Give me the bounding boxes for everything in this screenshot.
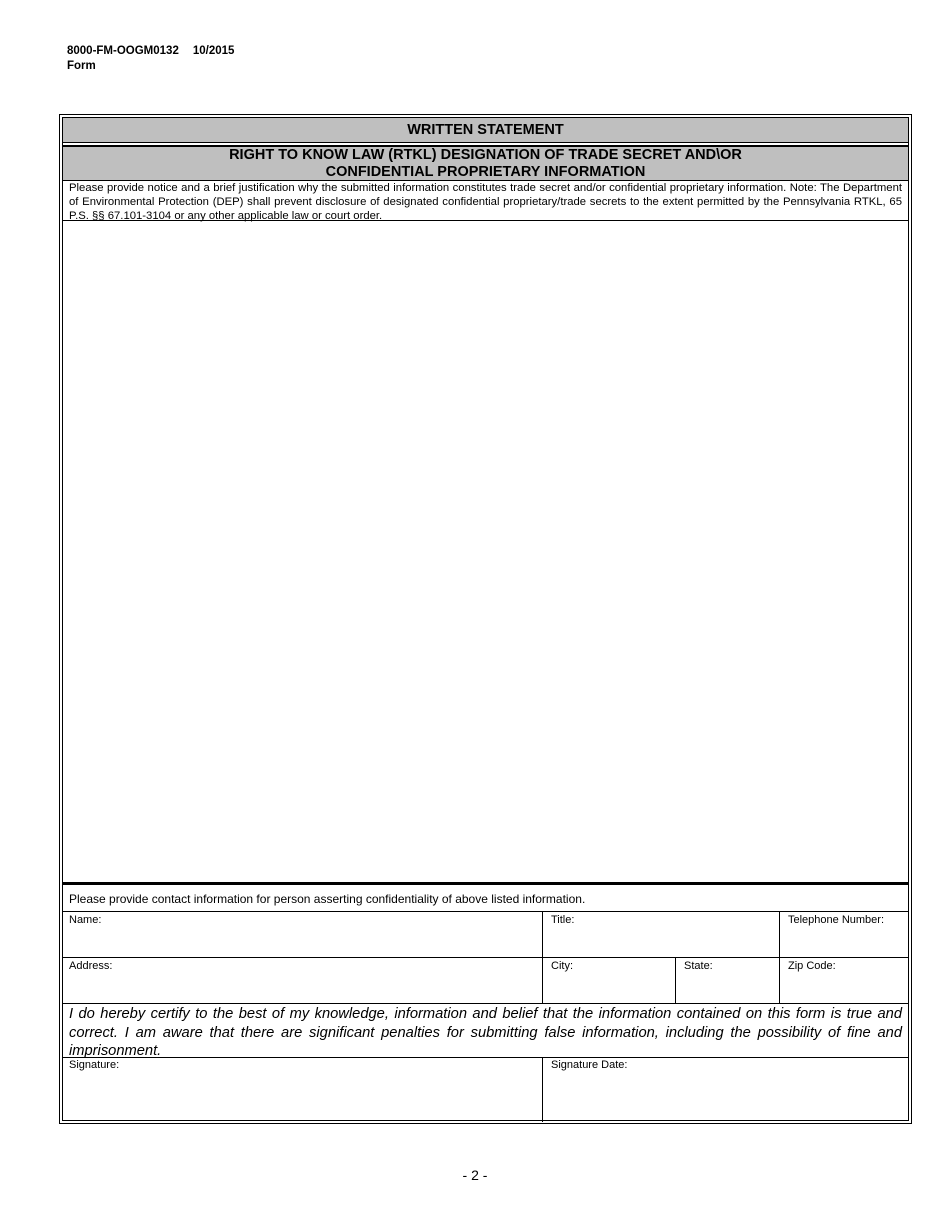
address-label: Address: [69,960,113,972]
city-field[interactable] [543,958,675,1003]
city-label: City: [551,960,573,972]
signature-date-field[interactable] [543,1058,910,1122]
telephone-label: Telephone Number: [788,914,885,926]
section-subtitle [63,145,908,181]
notice-text: Please provide notice and a brief justification why the submitted information constitutes trade secret and/or confidential proprietary information. Note: The Department of Environmental Protection (DEP) shall prevent disclosure of designated confidential proprietary/trade secrets to the extent permitted by the Pennsylvania RTKL, 65 P.S. §§ 67.101-3104 or any other applicable law or court order. [63,180,908,221]
state-label: State: [684,960,713,972]
form-type: Form [67,60,96,72]
title-label: Title: [551,914,575,926]
form-frame [59,114,912,1124]
written-statement-field[interactable] [63,222,908,882]
form-body [62,117,909,1121]
name-field[interactable] [63,912,542,957]
form-identifier [67,44,234,74]
form-code: 8000-FM-OOGM0132 [67,45,179,57]
page-number: - 2 - [462,1167,488,1183]
zip-code-field[interactable] [780,958,910,1003]
address-field[interactable] [63,958,542,1003]
contact-intro: Please provide contact information for person asserting confidentiality of above listed information. [69,892,586,906]
telephone-field[interactable] [780,912,910,957]
title-field[interactable] [543,912,779,957]
section-title: WRITTEN STATEMENT [63,118,908,143]
signature-label: Signature: [69,1059,120,1071]
subtitle-line-1: RIGHT TO KNOW LAW (RTKL) DESIGNATION OF TRADE SECRET AND\OR [229,147,742,163]
grid-line [63,1003,908,1004]
form-date: 10/2015 [192,45,235,57]
zip-code-label: Zip Code: [788,960,836,972]
subtitle-line-2: CONFIDENTIAL PROPRIETARY INFORMATION [325,164,646,180]
signature-date-label: Signature Date: [551,1059,628,1071]
state-field[interactable] [676,958,779,1003]
certification-statement: I do hereby certify to the best of my knowledge, information and belief that the information contained on this form is true and correct. I am aware that there are significant penalties for submitting false information, including the possibility of fine and imprisonment. [69,1006,902,1059]
name-label: Name: [69,914,102,926]
signature-field[interactable] [63,1058,542,1122]
section-divider [63,882,908,885]
